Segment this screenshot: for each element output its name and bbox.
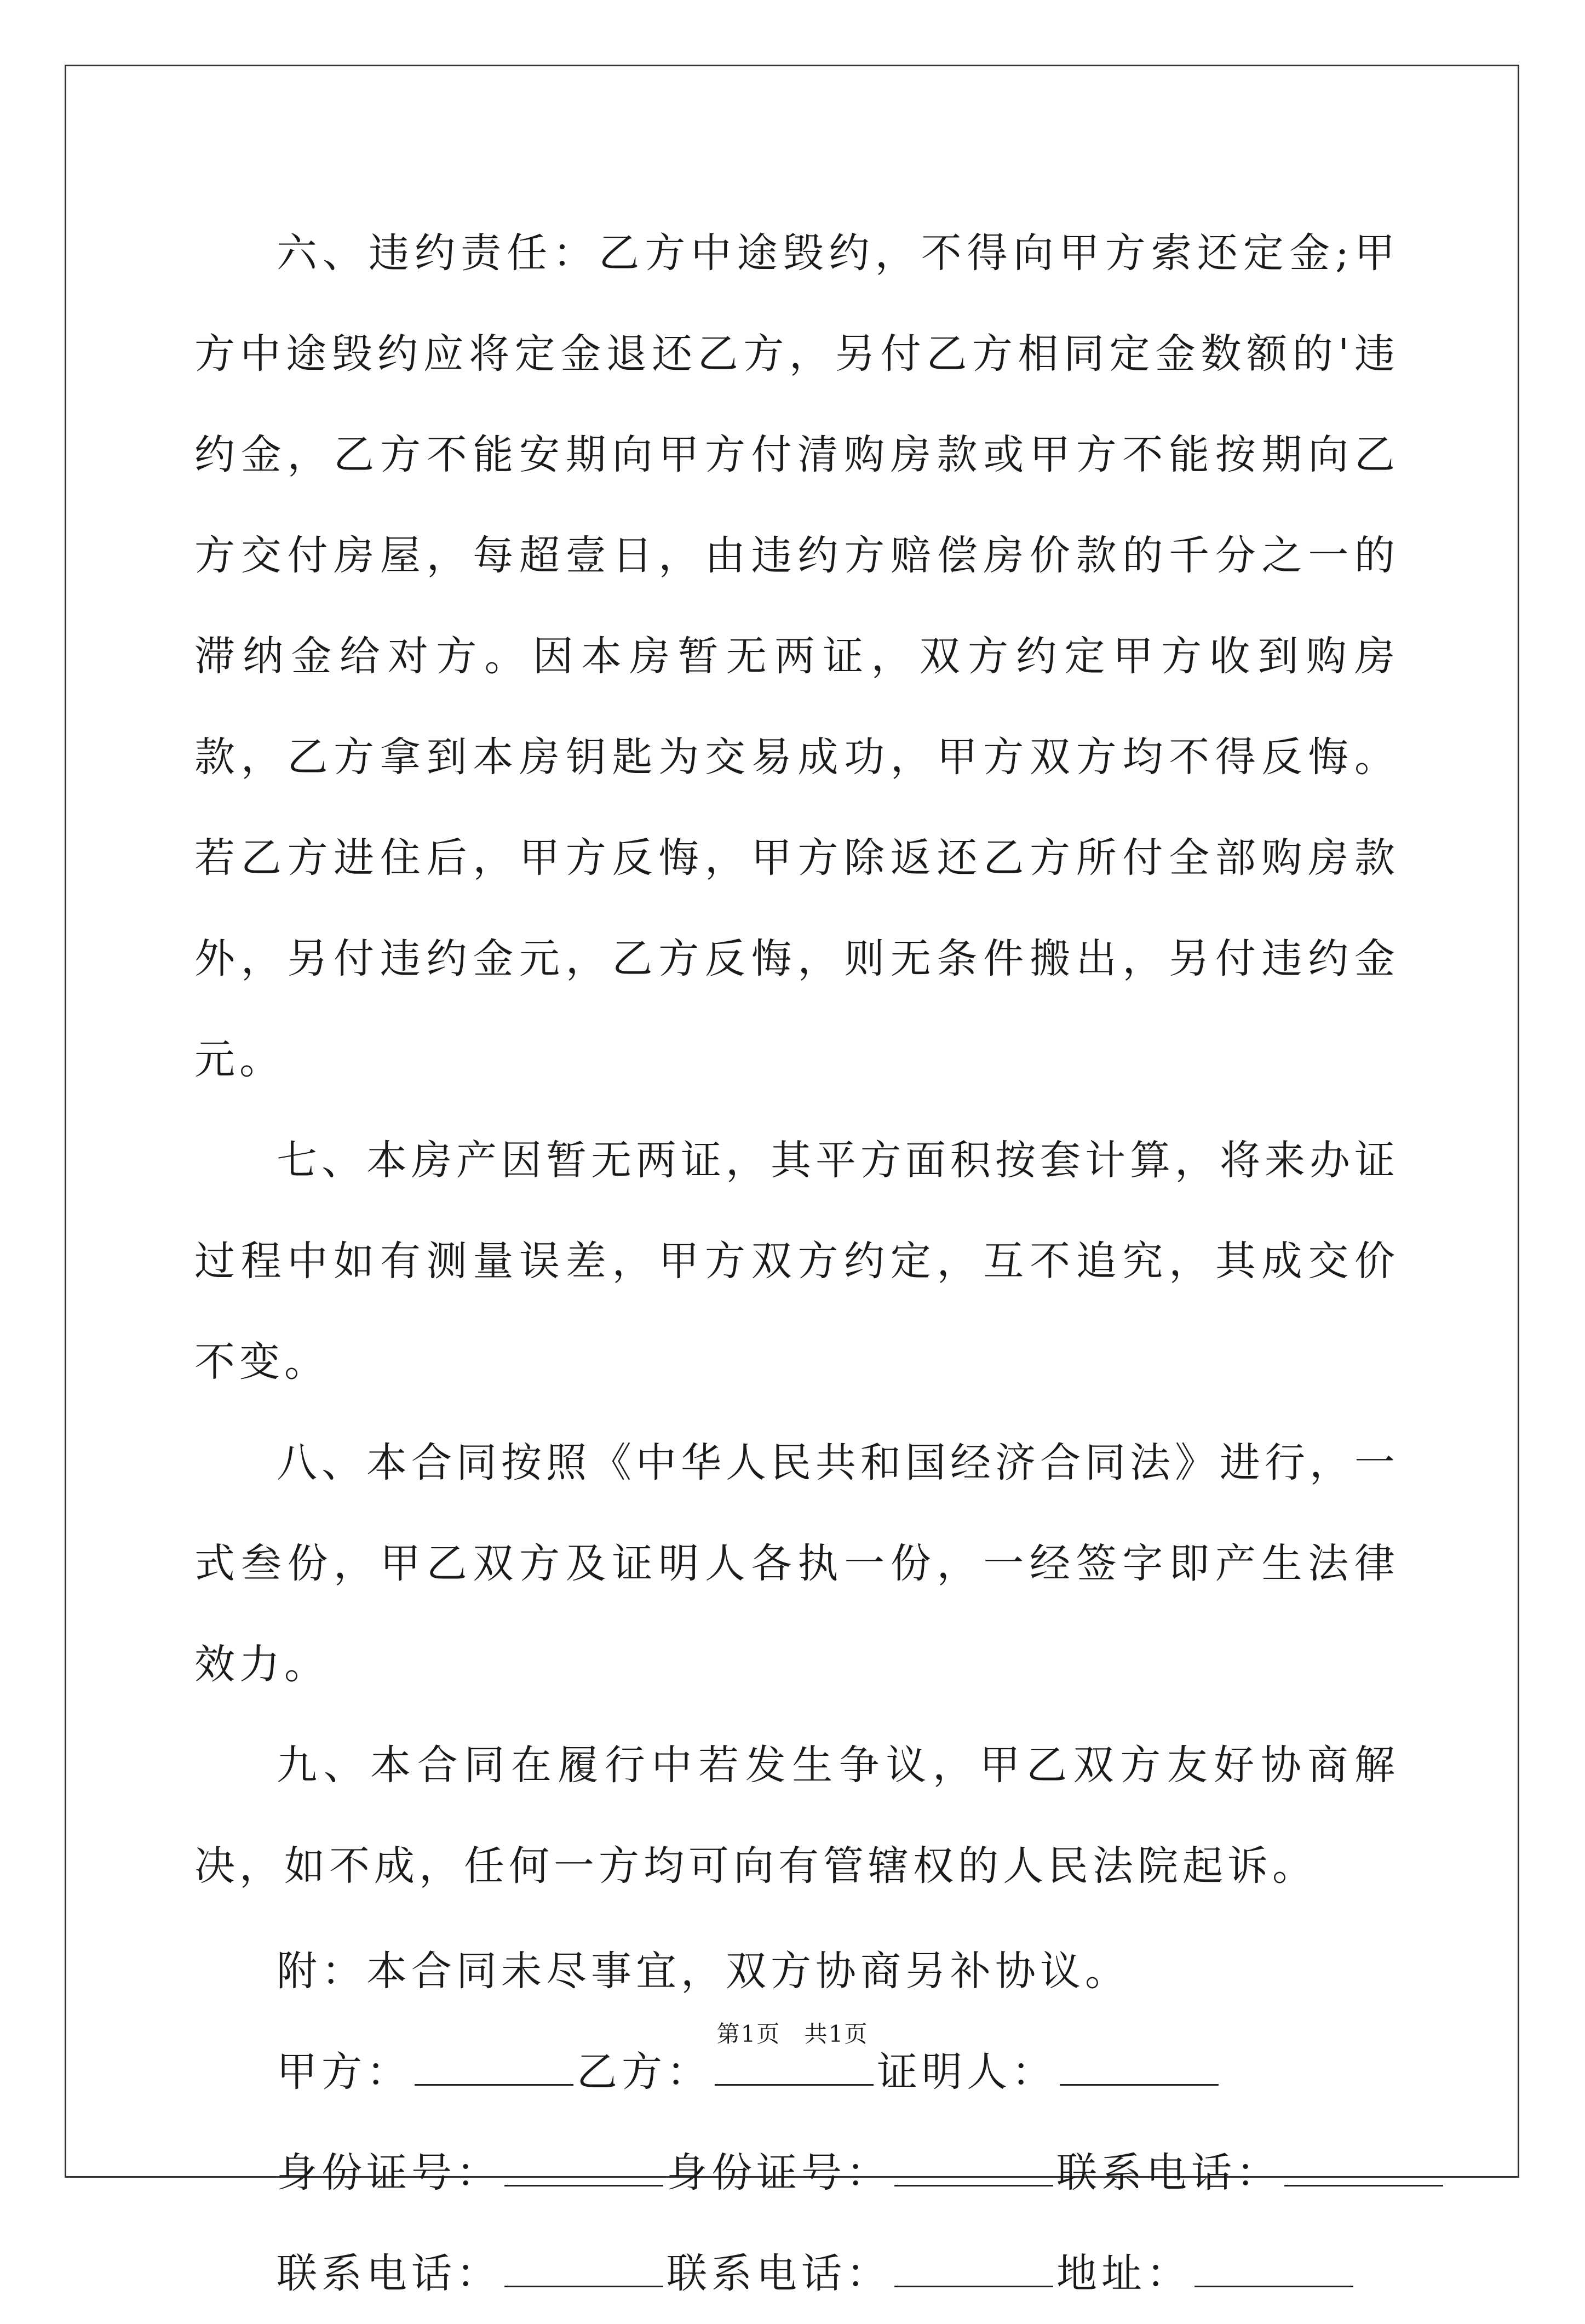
address-field-witness	[1056, 2223, 1357, 2324]
phone-field-witness	[1056, 2122, 1446, 2223]
signature-blank-line[interactable]	[715, 2050, 874, 2086]
signature-blank-line[interactable]	[1060, 2050, 1219, 2086]
page-number: 第1页	[716, 2020, 781, 2047]
phone-field-party-a	[277, 2223, 667, 2324]
page-footer	[0, 2016, 1585, 2049]
signature-label: 证明人：	[877, 2048, 1056, 2096]
phone-field-party-b	[667, 2223, 1056, 2324]
signature-label: 联系电话：	[1056, 2149, 1281, 2196]
signature-label: 身份证号：	[277, 2149, 501, 2196]
supplementary-note: 附：本合同未尽事宜，双方协商另补协议。	[277, 1948, 1130, 1995]
signature-blank-line[interactable]	[1195, 2252, 1353, 2287]
signature-label: 地址：	[1056, 2250, 1191, 2297]
signature-label: 联系电话：	[277, 2250, 501, 2297]
signature-label: 身份证号：	[667, 2149, 891, 2196]
document-body	[194, 203, 1399, 2324]
signature-label: 甲方：	[277, 2048, 411, 2096]
clause-seven: 七、本房产因暂无两证，其平方面积按套计算，将来办证过程中如有测量误差，甲方双方约定，互不追究，其成交价不变。	[194, 1137, 1399, 1386]
id-field-party-b	[667, 2122, 1056, 2223]
signature-blank-line[interactable]	[504, 2252, 663, 2287]
signature-row-ids	[194, 2122, 1399, 2223]
signature-blank-line[interactable]	[415, 2050, 573, 2086]
signature-blank-line[interactable]	[894, 2151, 1053, 2186]
signature-blank-line[interactable]	[1284, 2151, 1443, 2186]
signature-label: 乙方：	[577, 2048, 711, 2096]
signature-label: 联系电话：	[667, 2250, 891, 2297]
page-total: 共1页	[804, 2020, 869, 2047]
clause-nine: 九、本合同在履行中若发生争议，甲乙双方友好协商解决，如不成，任何一方均可向有管辖权的人民法院起诉。	[194, 1742, 1399, 1890]
signature-blank-line[interactable]	[504, 2151, 663, 2186]
signature-blank-line[interactable]	[894, 2252, 1053, 2287]
signature-row-contacts	[194, 2223, 1399, 2324]
id-field-party-a	[277, 2122, 667, 2223]
clause-eight: 八、本合同按照《中华人民共和国经济合同法》进行，一式叁份，甲乙双方及证明人各执一份，一经签字即产生法律效力。	[194, 1439, 1399, 1688]
clause-six: 六、违约责任：乙方中途毁约，不得向甲方索还定金;甲方中途毁约应将定金退还乙方，另付乙方相同定金数额的'违约金，乙方不能安期向甲方付清购房款或甲方不能按期向乙方交付房屋，每超壹日，由违约方赔偿房价款的千分之一的滞纳金给对方。因本房暂无两证，双方约定甲方收到购房款，乙方拿到本房钥匙为交易成功，甲方双方均不得反悔。若乙方进住后，甲方反悔，甲方除返还乙方所付全部购房款外，另付违约金元，乙方反悔，则无条件搬出，另付违约金元。	[194, 230, 1399, 1083]
